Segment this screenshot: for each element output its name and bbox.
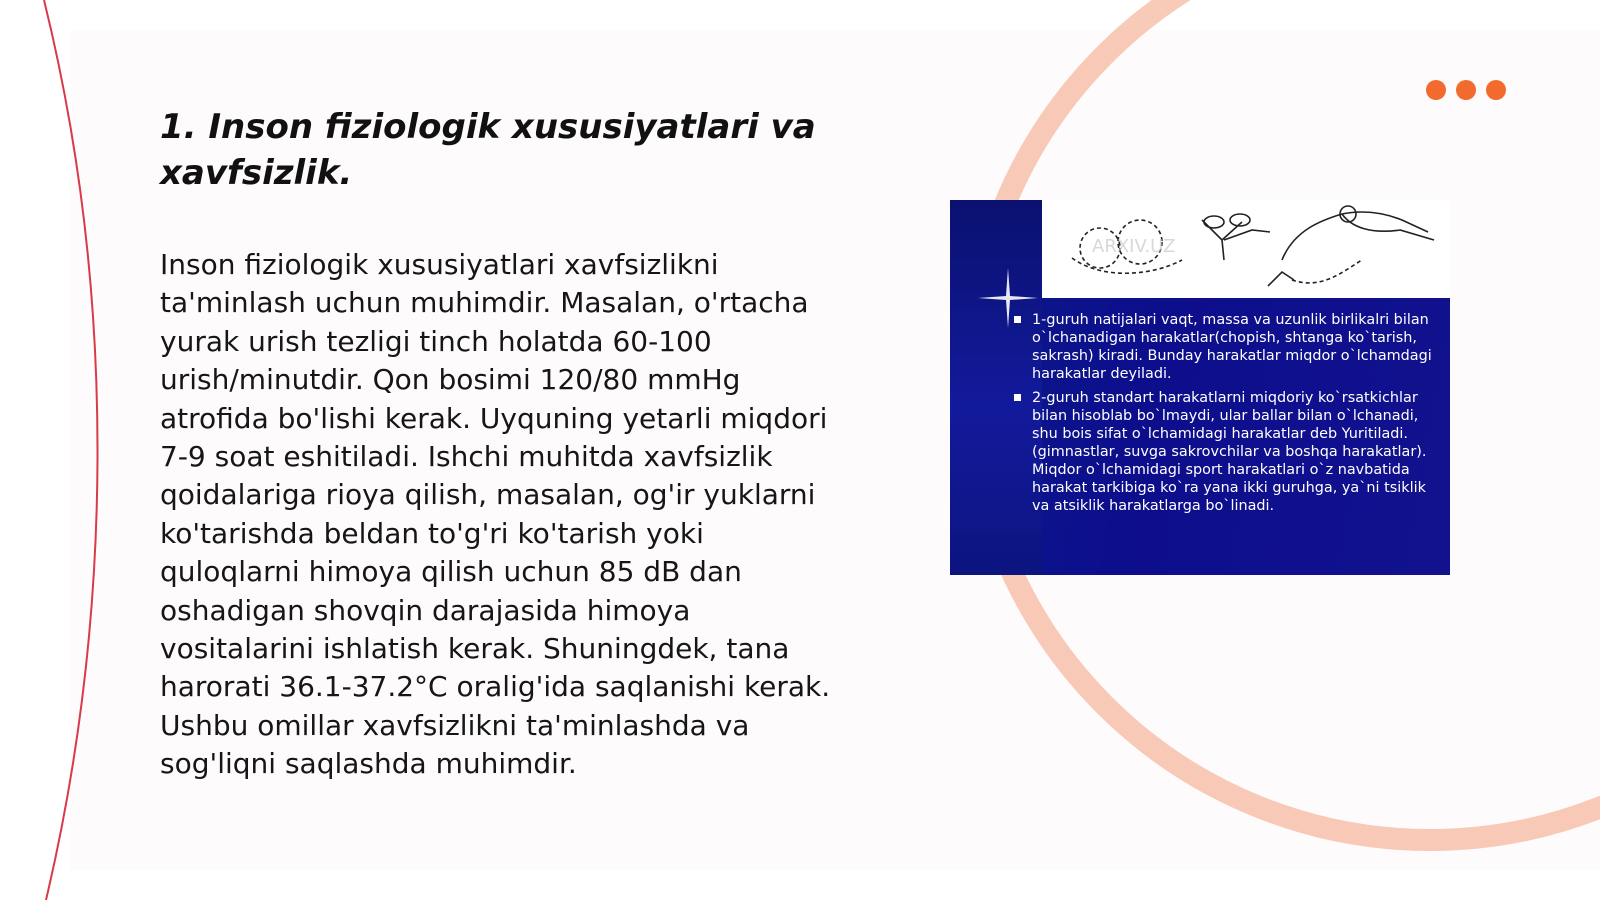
bullet-icon [1014, 394, 1021, 401]
embedded-slide-image [950, 200, 1450, 575]
dot-icon [1426, 80, 1446, 100]
menu-dots [1426, 80, 1506, 100]
body-paragraph: Inson fiziologik xususiyatlari xavfsizlikni ta'minlash uchun muhimdir. Masalan, o'rtacha yurak urish tezligi tinch holatda 60-100 urish/minutdir. Qon bosimi 120/80 mmHg atrofida bo'lishi kerak. Uyquning yetarli miqdori 7-9 soat eshitiladi. Ishchi muhitda xavfsizlik qoidalariga rioya qilish, masalan, og'ir yuklarni ko'tarishda beldan to'g'ri ko'tarish yoki quloqlarni himoya qilish uchun 85 dB dan oshadigan shovqin darajasida himoya vositalarini ishlatish kerak. Shuningdek, tana harorati 36.1-37.2°C oralig'ida saqlanishi kerak. Ushbu omillar xavfsizlikni ta'minlashda va sog'liqni saqlashda muhimdir. [160, 248, 831, 781]
watermark: ARXIV.UZ [1092, 236, 1176, 257]
dot-icon [1486, 80, 1506, 100]
dot-icon [1456, 80, 1476, 100]
slide-title: 1. Inson fiziologik xususiyatlari va xavfsizlik. [160, 107, 816, 193]
athlete-sketch [1042, 200, 1450, 298]
bullet-icon [1014, 316, 1021, 323]
image-bullet-list [1014, 311, 1434, 521]
bullet-item [1014, 389, 1434, 515]
bullet-text: 2-guruh standart harakatlarni miqdoriy ko`rsatkichlar bilan hisoblab bo`lmaydi, ular ballar bilan o`lchanadi, shu bois sifat o`lchamidagi harakatlar deb Yuritiladi. (gimnastlar, suvga sakrovchilar va boshqa harakatlar). Miqdor o`lchamidagi sport harakatlari o`z navbatida harakat tarkibiga ko`ra yana ikki guruhga, ya`ni tsiklik va atsiklik harakatlarga bo`linadi. [1032, 390, 1427, 514]
bullet-text: 1-guruh natijalari vaqt, massa va uzunlik birlikalri bilan o`lchanadigan harakatlar(chopish, shtanga ko`tarish, sakrash) kiradi. Bunday harakatlar miqdor o`lchamdagi harakatlar deyiladi. [1032, 312, 1432, 382]
bullet-item [1014, 311, 1434, 383]
